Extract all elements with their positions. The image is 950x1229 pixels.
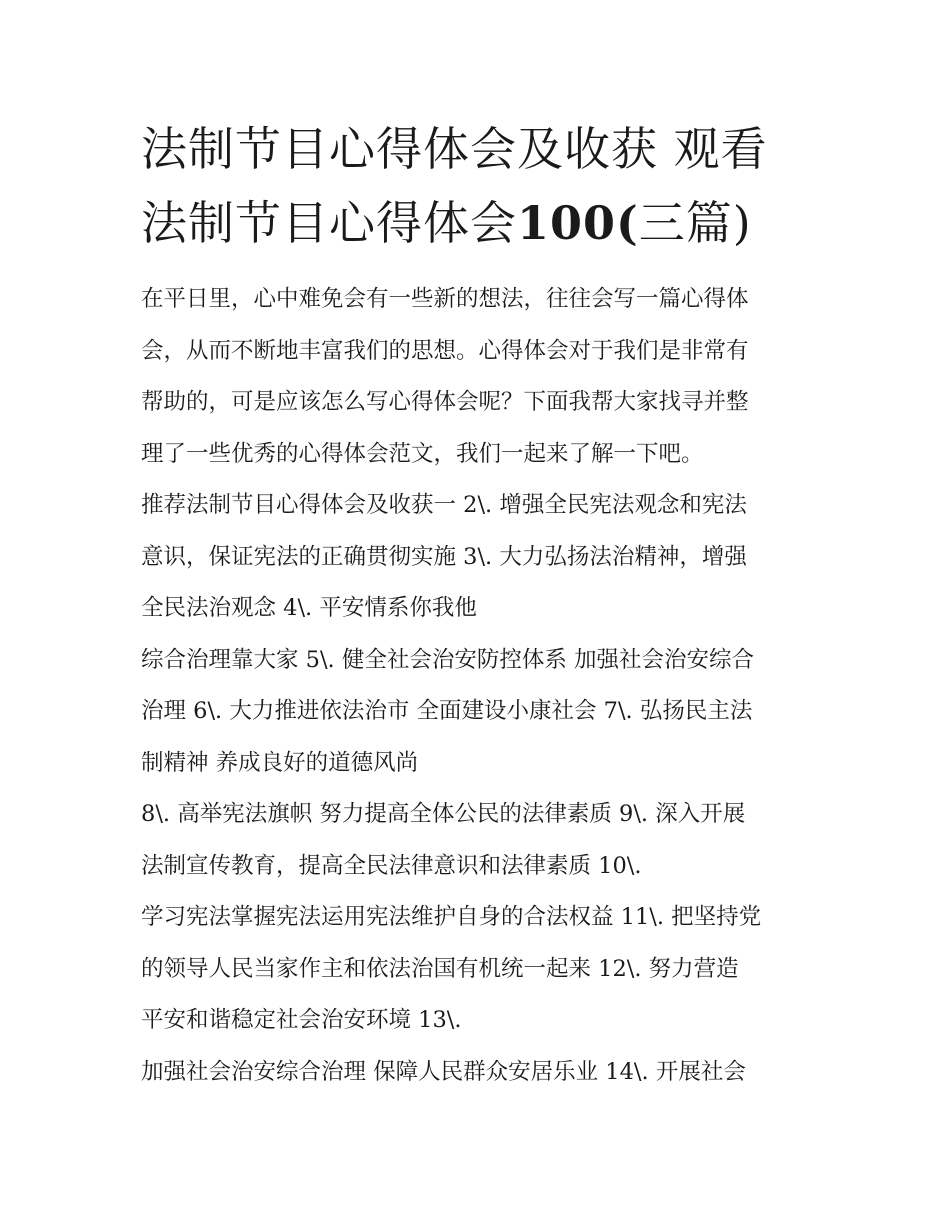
body-line: 在平日里，心中难免会有一些新的想法，往往会写一篇心得体 — [141, 286, 749, 312]
body-line: 帮助的，可是应该怎么写心得体会呢？下面我帮大家找寻并整 — [141, 389, 749, 415]
document-title — [141, 112, 813, 260]
body-line: 加强社会治安综合治理 保障人民群众安居乐业 14\. 开展社会 — [141, 1058, 746, 1085]
body-line: 制精神 养成良好的道德风尚 — [141, 749, 419, 776]
body-line: 治理 6\. 大力推进依法治市 全面建设小康社会 7\. 弘扬民主法 — [141, 698, 753, 724]
document-content — [141, 112, 813, 1098]
title-text: 法制节目心得体会 — [141, 196, 517, 250]
body-line: 理了一些优秀的心得体会范文，我们一起来了解一下吧。 — [141, 440, 704, 467]
body-line: 的领导人民当家作主和依法治国有机统一起来 12\. 努力营造 — [141, 955, 739, 982]
body-line: 学习宪法掌握宪法运用宪法维护自身的合法权益 11\. 把坚持党 — [141, 904, 762, 930]
body-line: 全民法治观念 4\. 平安情系你我他 — [141, 595, 477, 621]
title-line-1: 法制节目心得体会及收获 观看 — [141, 122, 768, 176]
body-line: 8\. 高举宪法旗帜 努力提高全体公民的法律素质 9\. 深入开展 — [141, 801, 746, 827]
title-number: 100( — [517, 196, 639, 250]
body-line: 法制宣传教育，提高全民法律意识和法律素质 10\. — [141, 852, 642, 879]
title-suffix: 三篇) — [638, 196, 752, 250]
body-line: 意识，保证宪法的正确贯彻实施 3\. 大力弘扬法治精神，增强 — [141, 543, 747, 570]
document-body — [141, 274, 813, 1098]
body-line: 平安和谐稳定社会治安环境 13\. — [141, 1007, 462, 1033]
body-line: 会，从而不断地丰富我们的思想。心得体会对于我们是非常有 — [141, 337, 749, 364]
title-line-2 — [141, 186, 813, 260]
body-line: 综合治理靠大家 5\. 健全社会治安防控体系 加强社会治安综合 — [141, 646, 755, 673]
body-line: 推荐法制节目心得体会及收获一 2\. 增强全民宪法观念和宪法 — [141, 492, 747, 518]
